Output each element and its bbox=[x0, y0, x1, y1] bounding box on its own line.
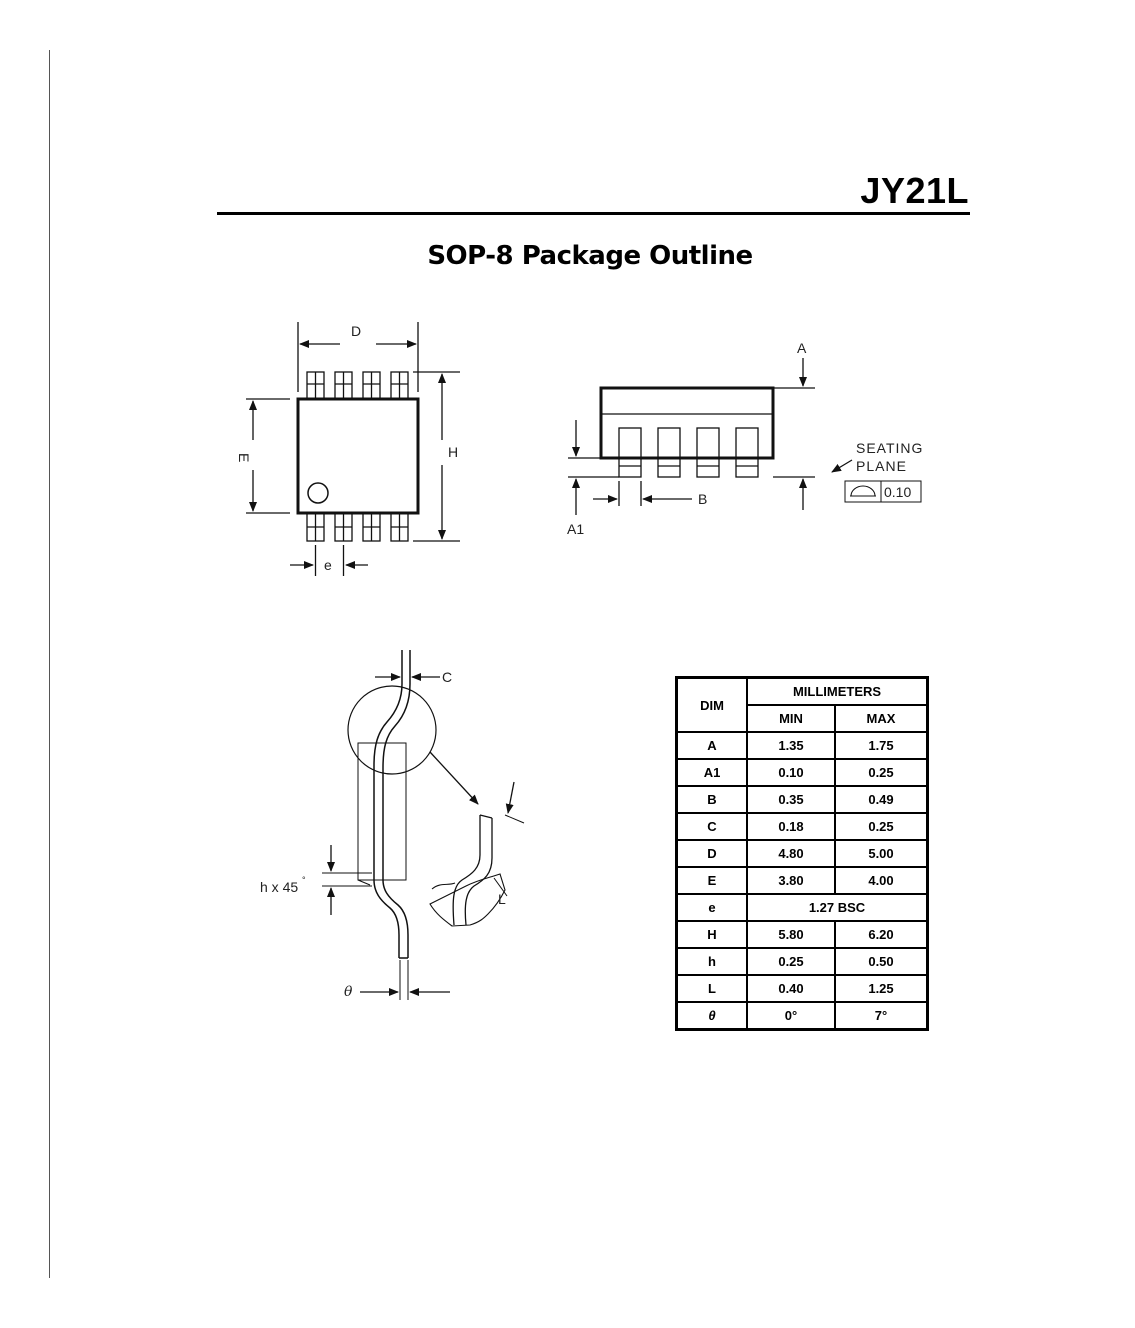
table-row bbox=[677, 867, 928, 894]
cell-max: 0.25 bbox=[835, 813, 928, 840]
label-h: h x 45 bbox=[260, 879, 299, 895]
cell-dim: D bbox=[677, 840, 748, 867]
cell-dim: A1 bbox=[677, 759, 748, 786]
cell-dim: h bbox=[677, 948, 748, 975]
side-leads bbox=[619, 428, 758, 477]
cell-max: 0.25 bbox=[835, 759, 928, 786]
cell-max: 0.49 bbox=[835, 786, 928, 813]
label-e: e bbox=[324, 557, 332, 573]
label-E: E bbox=[236, 453, 252, 463]
cell-dim: E bbox=[677, 867, 748, 894]
table-row bbox=[677, 840, 928, 867]
seating-label-1: SEATING bbox=[856, 440, 924, 456]
label-A1: A1 bbox=[567, 521, 585, 537]
cell-min: 0.10 bbox=[747, 759, 835, 786]
table-header-row bbox=[677, 678, 928, 706]
cell-max: 1.75 bbox=[835, 732, 928, 759]
cell-max: 7° bbox=[835, 1002, 928, 1030]
cell-min: 1.35 bbox=[747, 732, 835, 759]
label-theta: θ bbox=[344, 984, 353, 1000]
label-A: A bbox=[797, 340, 807, 356]
table-row bbox=[677, 732, 928, 759]
flatness-value: 0.10 bbox=[884, 484, 912, 500]
package-body bbox=[298, 399, 418, 513]
header-max: MAX bbox=[835, 705, 928, 732]
pin1-marker bbox=[308, 483, 328, 503]
cell-max: 5.00 bbox=[835, 840, 928, 867]
cell-dim: B bbox=[677, 786, 748, 813]
part-number: JY21L bbox=[860, 170, 969, 211]
cell-min: 0.40 bbox=[747, 975, 835, 1002]
top-leads bbox=[307, 372, 408, 399]
table-row bbox=[677, 921, 928, 948]
cell-dim: H bbox=[677, 921, 748, 948]
lead-detail bbox=[322, 650, 524, 1000]
cell-min: 4.80 bbox=[747, 840, 835, 867]
degree-mark: ° bbox=[302, 875, 306, 885]
table-row bbox=[677, 894, 928, 921]
cell-dim: C bbox=[677, 813, 748, 840]
bottom-leads bbox=[307, 513, 408, 541]
table-row bbox=[677, 1002, 928, 1030]
cell-min: 3.80 bbox=[747, 867, 835, 894]
side-view bbox=[568, 358, 924, 515]
cell-min: 0° bbox=[747, 1002, 835, 1030]
table-row bbox=[677, 948, 928, 975]
cell-min: 0.25 bbox=[747, 948, 835, 975]
cell-dim: L bbox=[677, 975, 748, 1002]
cell-dim: A bbox=[677, 732, 748, 759]
cell-dim: θ bbox=[677, 1002, 748, 1030]
table-row bbox=[677, 975, 928, 1002]
dimension-table bbox=[675, 676, 929, 1031]
cell-max: 1.25 bbox=[835, 975, 928, 1002]
cell-min: 5.80 bbox=[747, 921, 835, 948]
cell-min: 0.35 bbox=[747, 786, 835, 813]
side-body bbox=[601, 388, 773, 458]
header-min: MIN bbox=[747, 705, 835, 732]
top-view bbox=[246, 322, 460, 576]
table-row bbox=[677, 813, 928, 840]
seating-label-2: PLANE bbox=[856, 458, 907, 474]
cell-span: 1.27 BSC bbox=[747, 894, 928, 921]
table-row bbox=[677, 786, 928, 813]
table-row bbox=[677, 759, 928, 786]
cell-dim: e bbox=[677, 894, 748, 921]
label-C: C bbox=[442, 669, 453, 685]
page-title: SOP-8 Package Outline bbox=[427, 241, 753, 271]
cell-max: 4.00 bbox=[835, 867, 928, 894]
cell-min: 0.18 bbox=[747, 813, 835, 840]
label-L: L bbox=[498, 891, 506, 907]
label-D: D bbox=[351, 323, 362, 339]
header-dim: DIM bbox=[677, 678, 748, 733]
cell-max: 6.20 bbox=[835, 921, 928, 948]
label-H: H bbox=[448, 444, 459, 460]
cell-max: 0.50 bbox=[835, 948, 928, 975]
header-units: MILLIMETERS bbox=[747, 678, 928, 706]
label-B: B bbox=[698, 491, 708, 507]
